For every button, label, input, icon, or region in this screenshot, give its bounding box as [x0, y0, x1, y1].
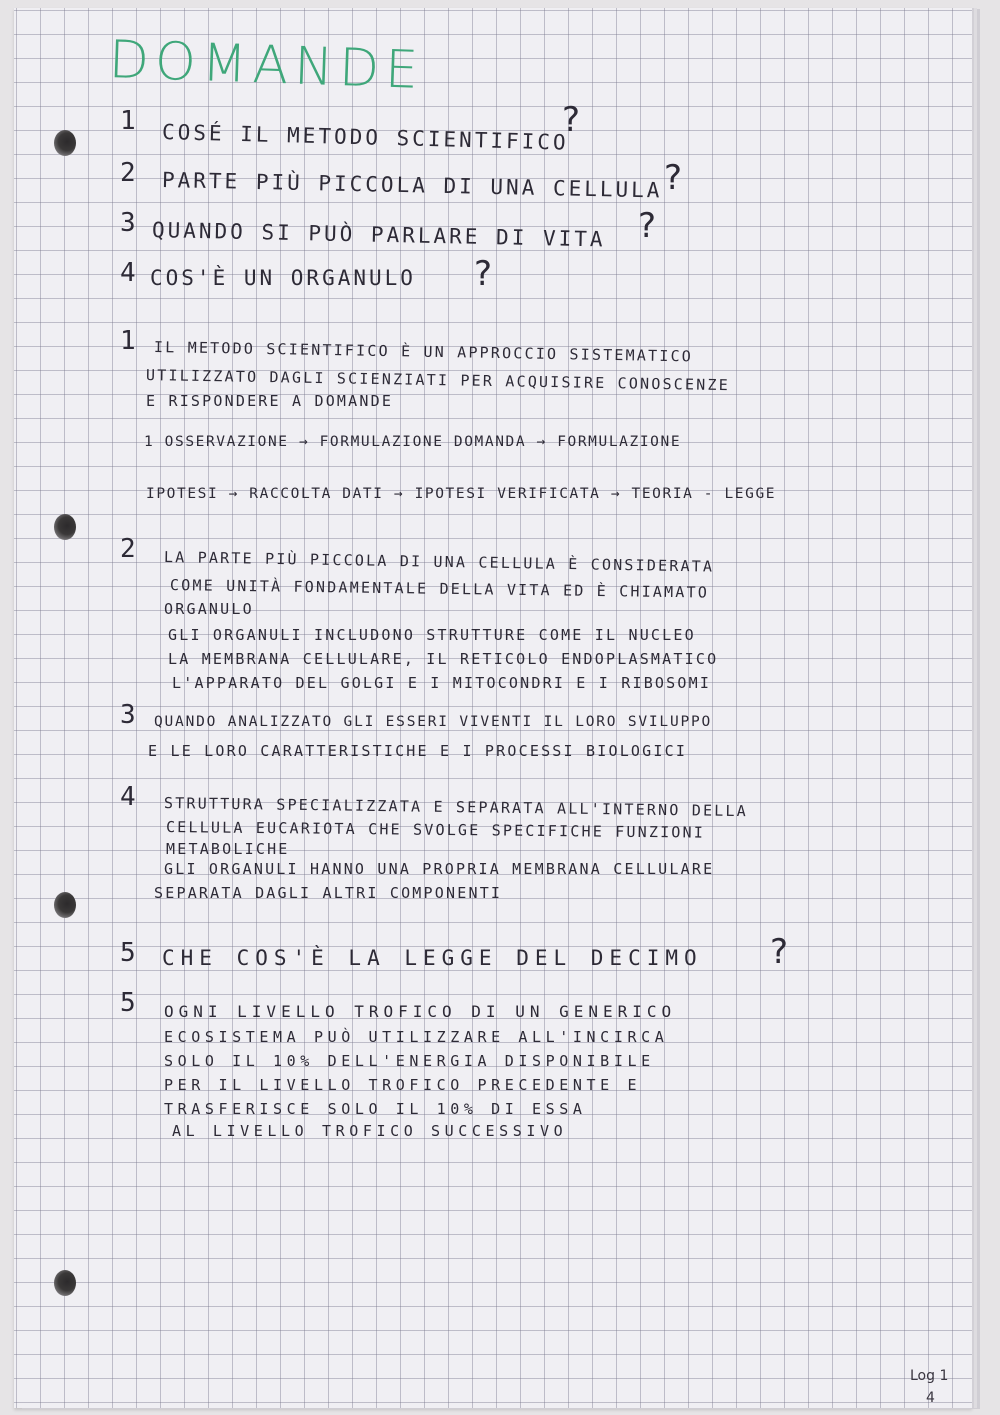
- answer-5-line: ECOSISTEMA PUÒ UTILIZZARE ALL'INCIRCA: [164, 1028, 669, 1046]
- question-3-text: QUANDO SI PUÒ PARLARE DI VITA: [151, 218, 606, 252]
- question-mark: ?: [638, 206, 657, 246]
- question-5-text: CHE COS'È LA LEGGE DEL DECIMO: [162, 946, 703, 970]
- answer-5-line: SOLO IL 10% DELL'ENERGIA DISPONIBILE: [164, 1052, 655, 1070]
- question-mark: ?: [664, 158, 683, 198]
- answer-1-line: UTILIZZATO DAGLI SCIENZIATI PER ACQUISIRE CONOSCENZE: [145, 366, 731, 395]
- answer-1-line: IL METODO SCIENTIFICO È UN APPROCCIO SISTEMATICO: [153, 338, 694, 366]
- answer-4-line: CELLULA EUCARIOTA CHE SVOLGE SPECIFICHE FUNZIONI: [165, 818, 706, 842]
- page-title: DOMANDE: [107, 30, 426, 101]
- answer-2-line: LA PARTE PIÙ PICCOLA DI UNA CELLULA È CONSIDERATA: [163, 548, 715, 576]
- question-number: 5: [120, 938, 136, 968]
- answer-3-line: E LE LORO CARATTERISTICHE E I PROCESSI BIOLOGICI: [148, 742, 688, 760]
- question-mark: ?: [474, 254, 493, 294]
- answer-5-line: TRASFERISCE SOLO IL 10% DI ESSA: [164, 1100, 587, 1118]
- question-number: 4: [120, 258, 136, 288]
- answer-2-line: L'APPARATO DEL GOLGI E I MITOCONDRI E I RIBOSOMI: [172, 674, 712, 692]
- binder-hole: [54, 130, 76, 156]
- question-2-text: PARTE PIÙ PICCOLA DI UNA CELLULA: [161, 168, 663, 203]
- page-number-top: Log 1: [910, 1368, 949, 1384]
- question-number: 2: [120, 158, 136, 188]
- answer-1-line: E RISPONDERE A DOMANDE: [146, 392, 394, 410]
- question-1-text: COSÉ IL METODO SCIENTIFICO: [161, 120, 569, 155]
- answer-3-line: QUANDO ANALIZZATO GLI ESSERI VIVENTI IL LORO SVILUPPO: [154, 714, 713, 730]
- answer-4-line: SEPARATA DAGLI ALTRI COMPONENTI: [154, 884, 503, 902]
- binder-hole: [54, 1270, 76, 1296]
- answer-number: 4: [120, 782, 136, 812]
- question-number: 3: [120, 208, 136, 238]
- answer-2-line: LA MEMBRANA CELLULARE, IL RETICOLO ENDOPLASMATICO: [168, 650, 719, 668]
- answer-5-line: AL LIVELLO TROFICO SUCCESSIVO: [172, 1122, 568, 1140]
- question-number: 1: [120, 106, 136, 136]
- answer-number: 5: [120, 988, 136, 1018]
- answer-2-line: ORGANULO: [164, 600, 254, 618]
- page-number-bottom: 4: [926, 1390, 935, 1406]
- answer-number: 2: [120, 534, 136, 564]
- binder-hole: [54, 892, 76, 918]
- answer-5-line: OGNI LIVELLO TROFICO DI UN GENERICO: [164, 1002, 677, 1021]
- question-mark: ?: [770, 932, 789, 972]
- answer-4-line: STRUTTURA SPECIALIZZATA E SEPARATA ALL'INTERNO DELLA: [163, 794, 749, 821]
- answer-2-line: GLI ORGANULI INCLUDONO STRUTTURE COME IL NUCLEO: [168, 626, 696, 644]
- answer-4-line: GLI ORGANULI HANNO UNA PROPRIA MEMBRANA CELLULARE: [164, 860, 715, 878]
- question-mark: ?: [562, 100, 581, 140]
- answer-4-line: METABOLICHE: [166, 840, 290, 858]
- answer-number: 3: [120, 700, 136, 730]
- answer-2-line: COME UNITÀ FONDAMENTALE DELLA VITA ED È CHIAMATO: [169, 576, 710, 602]
- answer-number: 1: [120, 326, 136, 356]
- answer-5-line: PER IL LIVELLO TROFICO PRECEDENTE E: [164, 1076, 642, 1094]
- binder-hole: [54, 514, 76, 540]
- question-4-text: COS'È UN ORGANULO: [150, 266, 416, 290]
- notebook-page: [14, 8, 972, 1408]
- answer-1-flow: IPOTESI → RACCOLTA DATI → IPOTESI VERIFICATA → TEORIA - LEGGE: [146, 486, 777, 502]
- answer-1-flow: 1 OSSERVAZIONE → FORMULAZIONE DOMANDA → FORMULAZIONE: [144, 434, 682, 450]
